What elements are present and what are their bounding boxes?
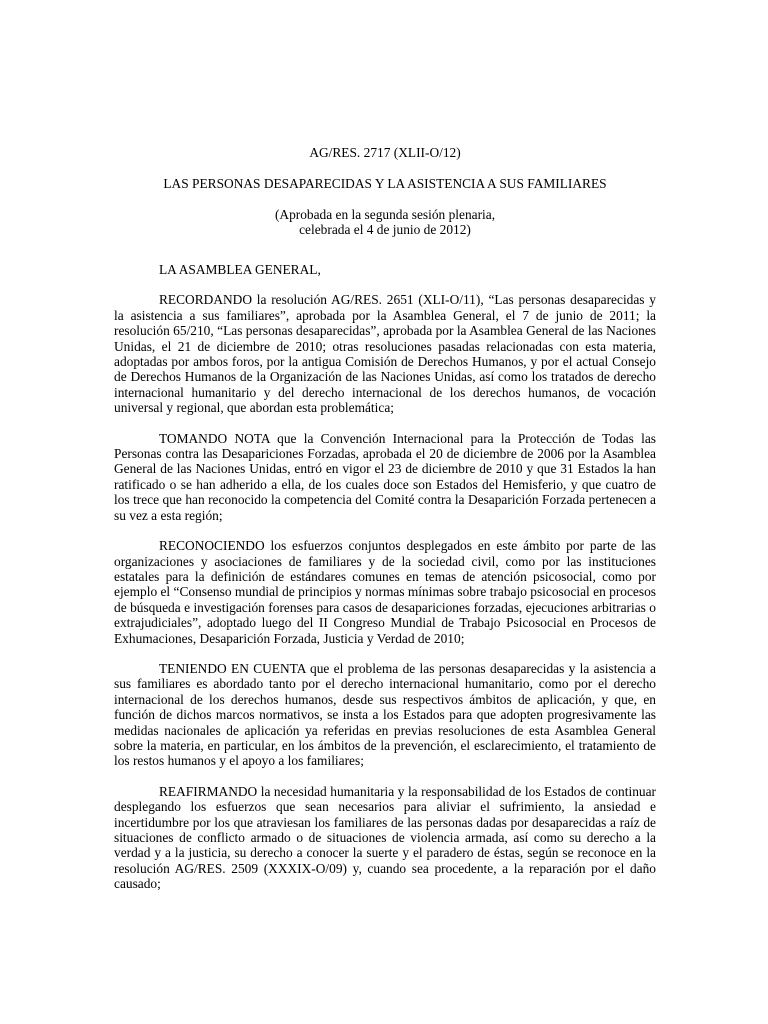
resolution-body xyxy=(114,262,656,907)
opening-line: LA ASAMBLEA GENERAL, xyxy=(159,262,321,277)
approval-line-2: celebrada el 4 de junio de 2012) xyxy=(299,222,471,238)
paragraph-recordando: RECORDANDO la resolución AG/RES. 2651 (XLI-O/11), “Las personas desaparecidas y la asistencia a sus familiares”, aprobada por la Asamblea General, el 7 de junio de 2011; la resolución 65/210, “Las personas desaparecidas”, aprobada por la Asamblea General de las Naciones Unidas, el 21 de diciembre de 2010; otras resoluciones pasadas relacionadas con esta materia, adoptadas por ambos foros, por la antigua Comisión de Derechos Humanos, y por el actual Consejo de Derechos Humanos de la Organización de las Naciones Unidas, así como los tratados de derecho internacional humanitario y del derecho internacional de los derechos humanos, de vocación universal y regional, que abordan esta problemática; xyxy=(114,292,656,416)
paragraph-reafirmando: REAFIRMANDO la necesidad humanitaria y la responsabilidad de los Estados de continuar desplegando los esfuerzos que sean necesarios para aliviar el sufrimiento, la ansiedad e incertidumbre por los que atraviesan los familiares de las personas dadas por desaparecidas a raíz de situaciones de conflicto armado o de situaciones de violencia armada, así como su derecho a la verdad y a la justicia, su derecho a conocer la suerte y el paradero de éstas, según se reconoce en la resolución AG/RES. 2509 (XXXIX-O/09) y, cuando sea procedente, a la reparación por el daño causado; xyxy=(114,783,656,892)
paragraph-teniendo-en-cuenta: TENIENDO EN CUENTA que el problema de las personas desaparecidas y la asistencia a sus familiares es abordado tanto por el derecho internacional humanitario, como por el derecho internacional de los derechos humanos, desde sus respectivos ámbitos de aplicación, y que, en función de dichos marcos normativos, se insta a los Estados para que adopten progresivamente las medidas nacionales de aplicación ya referidas en previas resoluciones de esta Asamblea General sobre la materia, en particular, en los ámbitos de la prevención, el esclarecimiento, el tratamiento de los restos humanos y el apoyo a los familiares; xyxy=(114,660,656,769)
paragraph-reconociendo: RECONOCIENDO los esfuerzos conjuntos desplegados en este ámbito por parte de las organizaciones y asociaciones de familiares y de la sociedad civil, como por las instituciones estatales para la definición de estándares comunes en temas de atención psicosocial, como por ejemplo el “Consenso mundial de principios y normas mínimas sobre trabajo psicosocial en procesos de búsqueda e investigación forenses para casos de desapariciones forzadas, ejecuciones arbitrarias o extrajudiciales”, adoptado luego del II Congreso Mundial de Trabajo Psicosocial en Procesos de Exhumaciones, Desaparición Forzada, Justicia y Verdad de 2010; xyxy=(114,538,656,646)
resolution-title: LAS PERSONAS DESAPARECIDAS Y LA ASISTENCIA A SUS FAMILIARES xyxy=(163,176,607,191)
approval-note xyxy=(114,207,656,238)
paragraph-tomando-nota: TOMANDO NOTA que la Convención Internacional para la Protección de Todas las Personas contra las Desapariciones Forzadas, aprobada el 20 de diciembre de 2006 por la Asamblea General de las Naciones Unidas, entró en vigor el 23 de diciembre de 2010 y que 31 Estados la han ratificado o se han adherido a ella, de los cuales doce son Estados del Hemisferio, y que cuatro de los trece que han reconocido la competencia del Comité contra la Desaparición Forzada pertenecen a su vez a esta región; xyxy=(114,430,656,523)
resolution-reference: AG/RES. 2717 (XLII-O/12) xyxy=(309,145,461,160)
approval-line-1: (Aprobada en la segunda sesión plenaria, xyxy=(274,207,496,222)
